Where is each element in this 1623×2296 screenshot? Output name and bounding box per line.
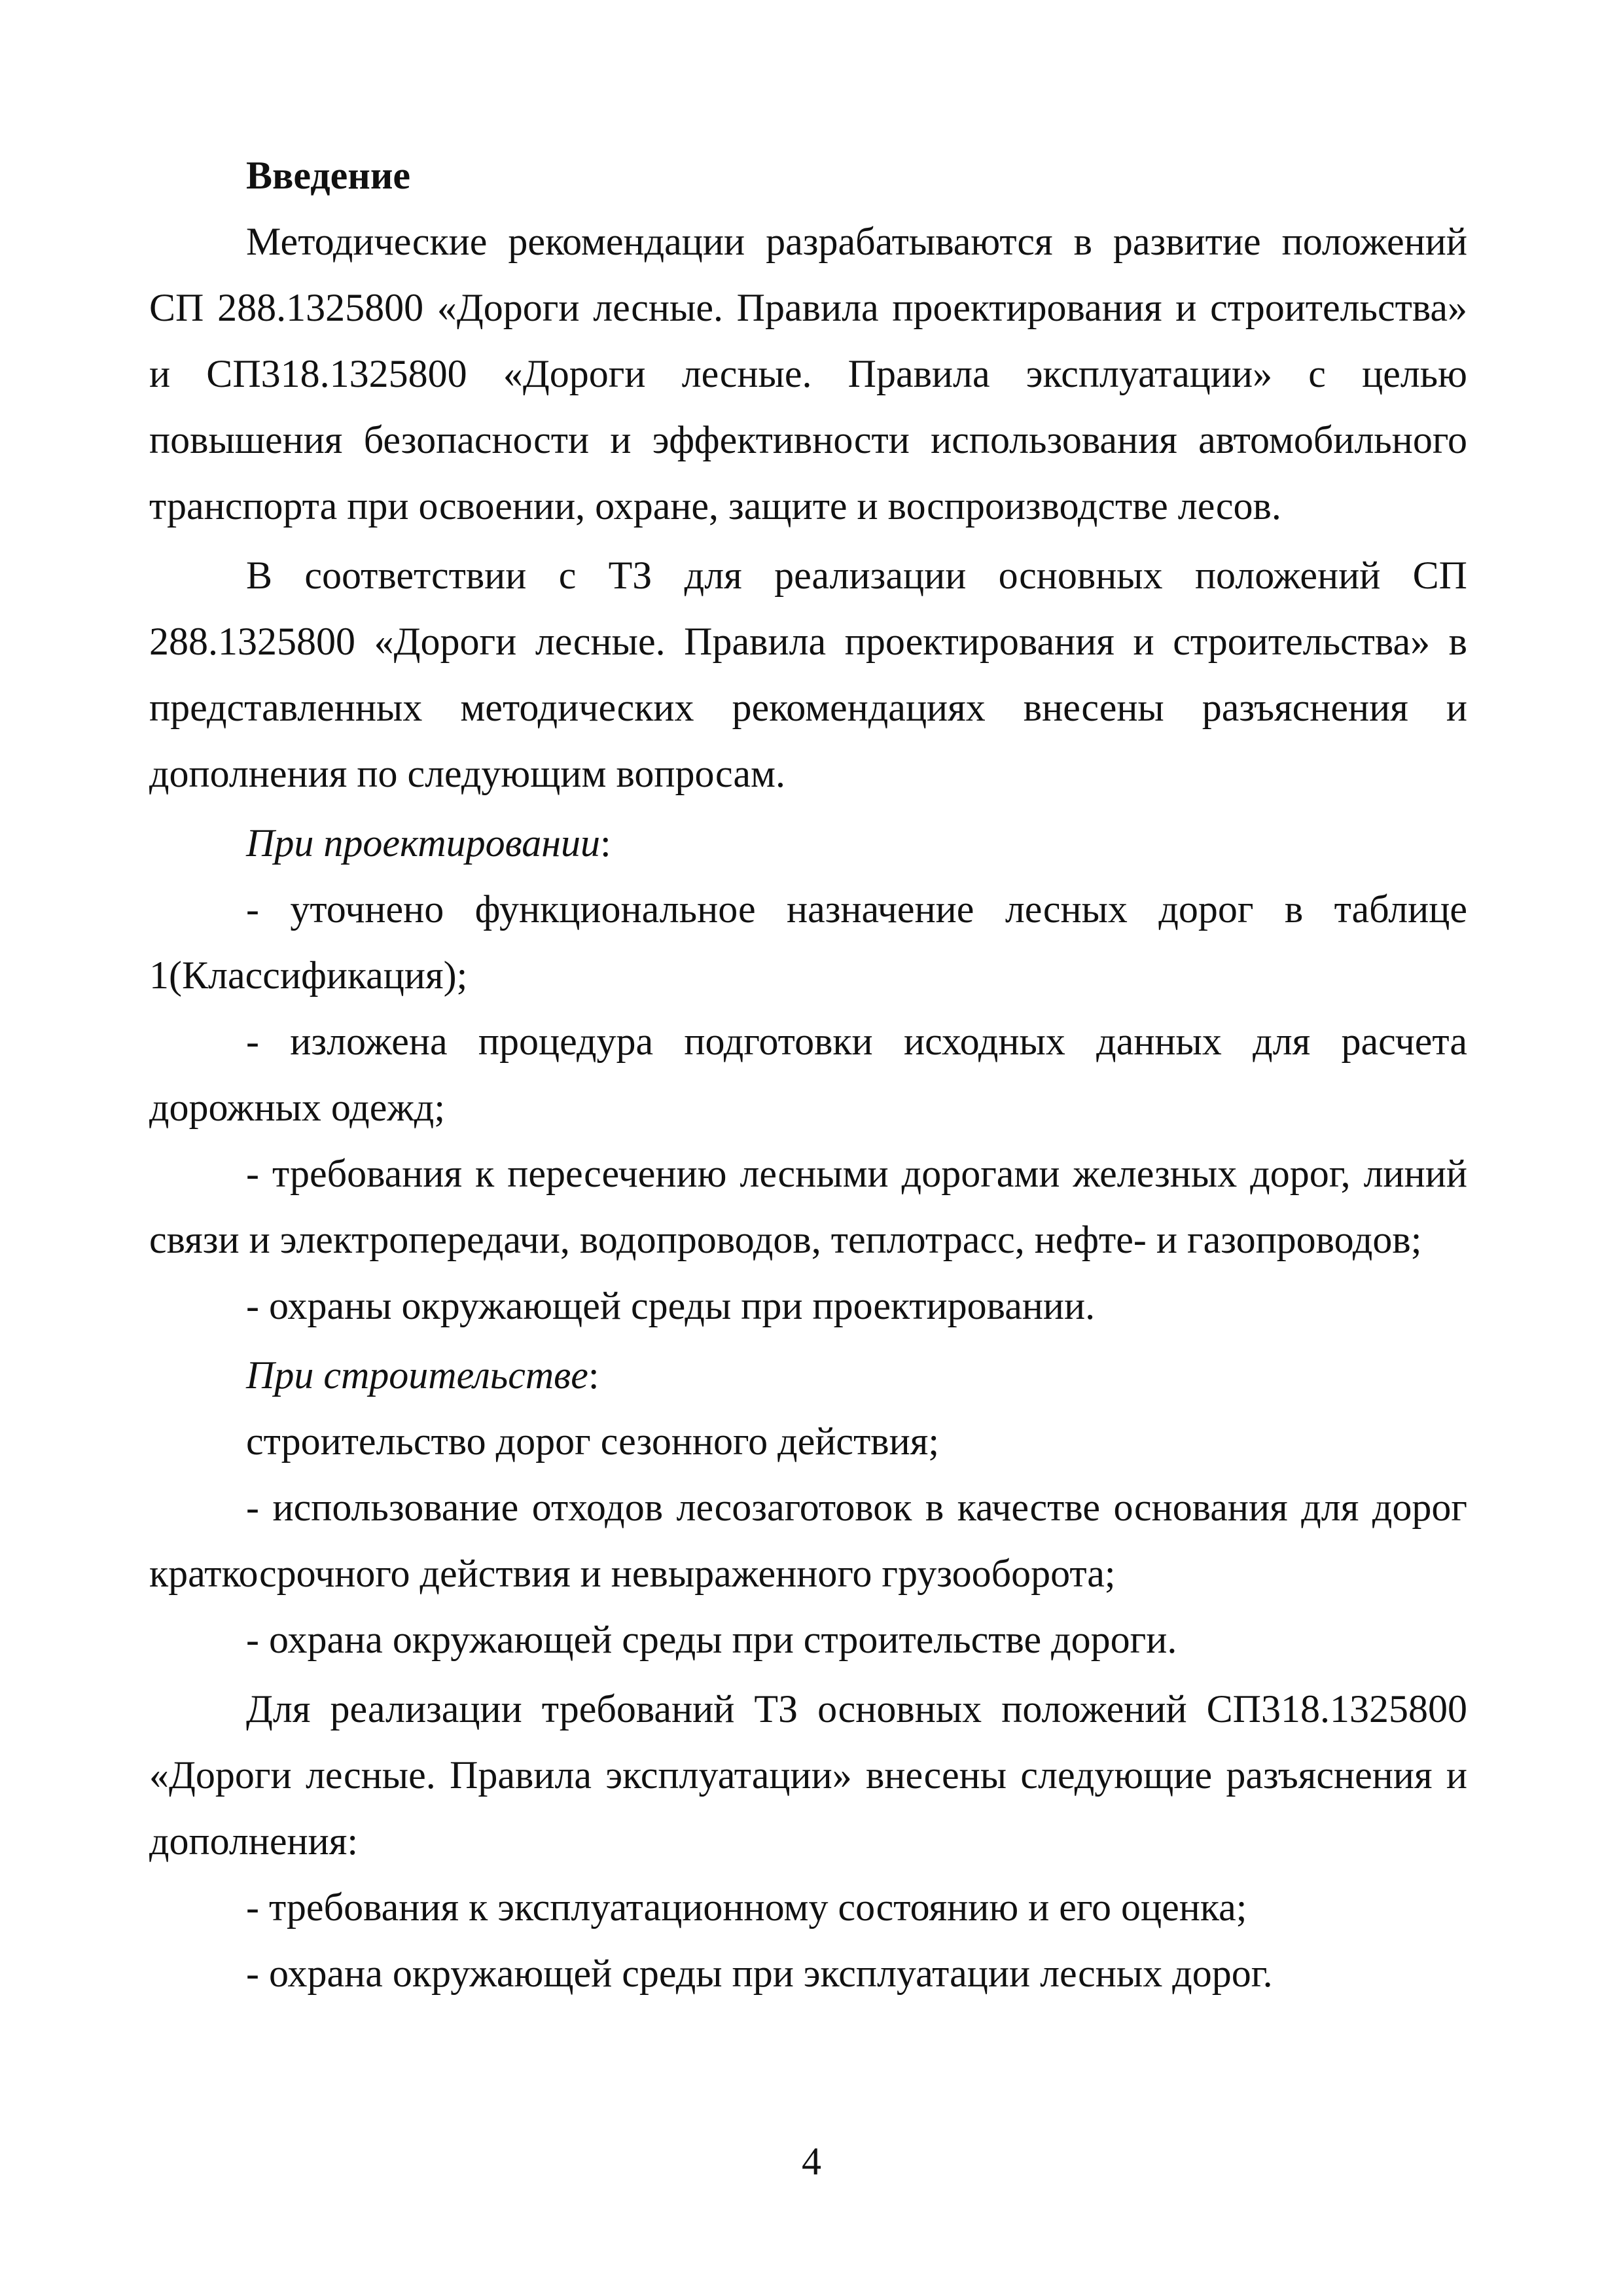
construction-item-3: - охрана окружающей среды при строительстве дороги. bbox=[246, 1618, 1177, 1661]
document-page bbox=[149, 143, 1467, 2007]
design-item-1: - уточнено функциональное назначение лесных дорог в таблице 1(Классификация); bbox=[149, 888, 1467, 997]
page-number: 4 bbox=[802, 2140, 821, 2183]
construction-title-colon: : bbox=[588, 1354, 599, 1397]
operation-item-1: - требования к эксплуатационному состоянию и его оценка; bbox=[246, 1886, 1247, 1929]
tz-paragraph: В соответствии с ТЗ для реализации основных положений СП 288.1325800 «Дороги лесные. Правила проектирования и строительства» в представленных методических рекомендациях внесены разъяснения и дополнения по следующим вопросам. bbox=[149, 554, 1467, 795]
construction-title-text: При строительстве bbox=[246, 1354, 588, 1397]
design-item-2: - изложена процедура подготовки исходных данных для расчета дорожных одежд; bbox=[149, 1020, 1467, 1129]
operation-paragraph: Для реализации требований ТЗ основных положений СП318.1325800 «Дороги лесные. Правила эксплуатации» внесены следующие разъяснения и дополнения: bbox=[149, 1687, 1467, 1863]
design-section-title bbox=[149, 810, 1467, 876]
construction-item-1: строительство дорог сезонного действия; bbox=[246, 1420, 939, 1463]
design-item-4: - охраны окружающей среды при проектировании. bbox=[246, 1284, 1096, 1327]
design-title-text: При проектировании bbox=[246, 821, 600, 865]
design-item-3: - требования к пересечению лесными дорогами железных дорог, линий связи и электропередачи, водопроводов, теплотрасс, нефте- и газопроводов; bbox=[149, 1152, 1467, 1261]
intro-paragraph: Методические рекомендации разрабатываются в развитие положений СП 288.1325800 «Дороги лесные. Правила проектирования и строительства» и СП318.1325800 «Дороги лесные. Правила эксплуатации» с целью повышения безопасности и эффективности использования автомобильного транспорта при освоении, охране, защите и воспроизводстве лесов. bbox=[149, 220, 1467, 528]
design-title-colon: : bbox=[599, 821, 611, 865]
construction-section-title bbox=[149, 1342, 1467, 1408]
operation-item-2: - охрана окружающей среды при эксплуатации лесных дорог. bbox=[246, 1952, 1273, 1995]
section-heading: Введение bbox=[246, 154, 411, 197]
construction-item-2: - использование отходов лесозаготовок в качестве основания для дорог краткосрочного действия и невыраженного грузооборота; bbox=[149, 1486, 1467, 1595]
